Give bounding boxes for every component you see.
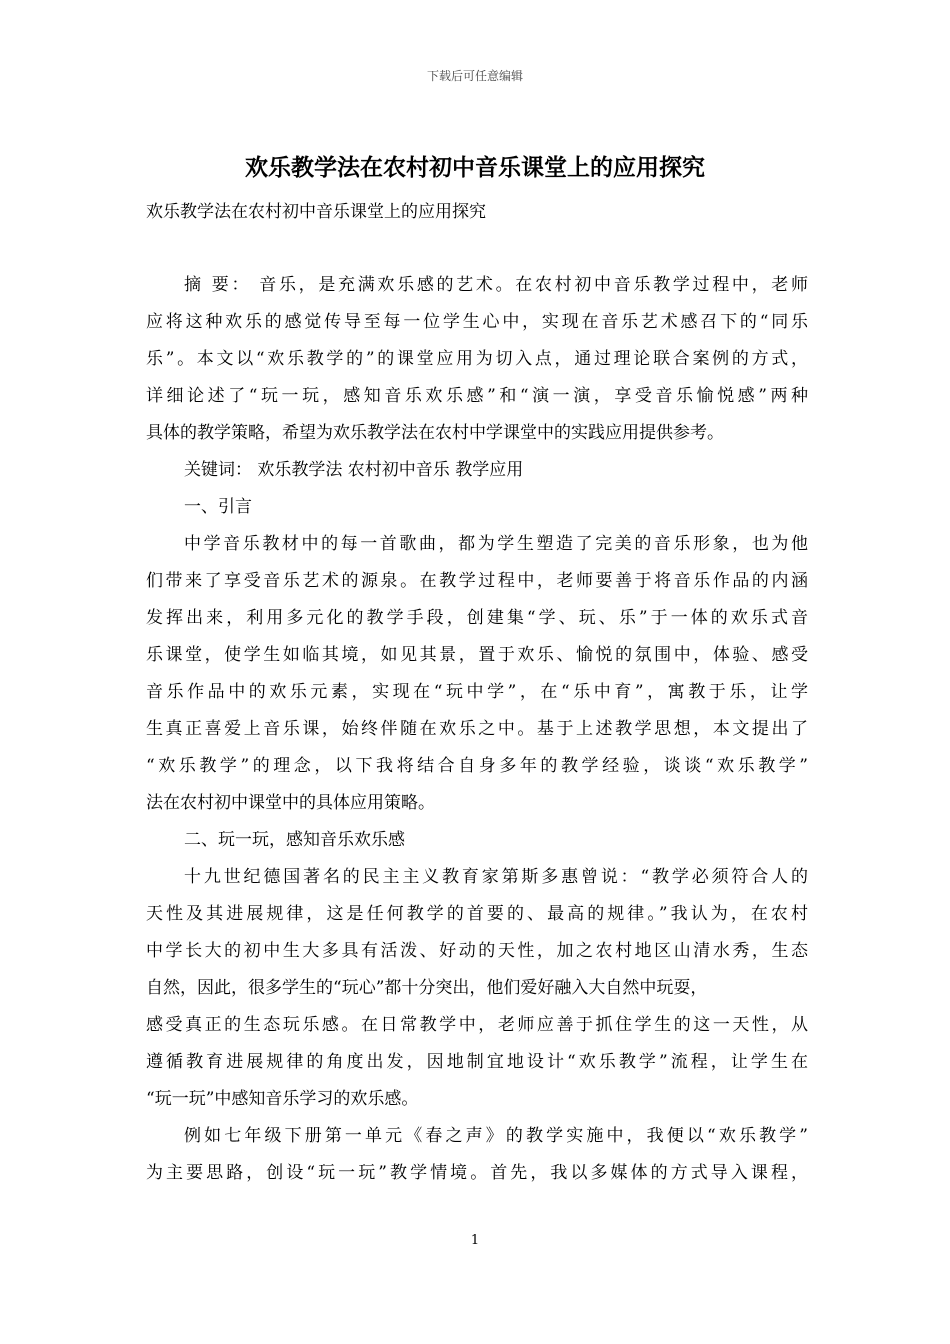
abstract-line: 摘 要： 音乐，是充满欢乐感的艺术。在农村初中音乐教学过程中，老师 xyxy=(184,275,808,295)
paragraph-line: “玩一玩”中感知音乐学习的欢乐感。 xyxy=(146,1089,419,1109)
abstract-line: 应将这种欢乐的感觉传导至每一位学生心中，实现在音乐艺术感召下的“同乐 xyxy=(146,312,808,332)
paragraph-line: 中学长大的初中生大多具有活泼、好动的天性，加之农村地区山清水秀，生态 xyxy=(146,941,808,961)
paragraph-line: 中学音乐教材中的每一首歌曲，都为学生塑造了完美的音乐形象，也为他 xyxy=(184,534,808,554)
abstract-line: 详细论述了“玩一玩，感知音乐欢乐感”和“演一演，享受音乐愉悦感”两种 xyxy=(146,386,808,406)
paragraph-line: 生真正喜爱上音乐课，始终伴随在欢乐之中。基于上述教学思想，本文提出了 xyxy=(146,719,808,739)
keywords-line: 关键词： 欢乐教学法 农村初中音乐 教学应用 xyxy=(184,460,524,480)
document-title: 欢乐教学法在农村初中音乐课堂上的应用探究 xyxy=(245,154,705,181)
body-text xyxy=(146,267,808,1192)
paragraph-line: 感受真正的生态玩乐感。在日常教学中，老师应善于抓住学生的这一天性，从 xyxy=(146,1015,808,1035)
paragraph-line: 例如七年级下册第一单元《春之声》的教学实施中，我便以“欢乐教学” xyxy=(184,1126,808,1146)
paragraph-line: 自然，因此，很多学生的“玩心”都十分突出，他们爱好融入大自然中玩耍， xyxy=(146,978,708,998)
paragraph-line: 乐课堂，使学生如临其境，如见其景，置于欢乐、愉悦的氛围中，体验、感受 xyxy=(146,645,808,665)
document-subtitle: 欢乐教学法在农村初中音乐课堂上的应用探究 xyxy=(146,202,486,222)
paragraph-line: 为主要思路，创设“玩一玩”教学情境。首先，我以多媒体的方式导入课程， xyxy=(146,1163,808,1183)
paragraph-line: 遵循教育进展规律的角度出发，因地制宜地设计“欢乐教学”流程，让学生在 xyxy=(146,1052,808,1072)
paragraph-line: 十九世纪德国著名的民主主义教育家第斯多惠曾说：“教学必须符合人的 xyxy=(184,867,808,887)
paragraph-line: “欢乐教学”的理念，以下我将结合自身多年的教学经验，谈谈“欢乐教学” xyxy=(146,756,808,776)
paragraph-line: 音乐作品中的欢乐元素，实现在“玩中学”，在“乐中育”，寓教于乐，让学 xyxy=(146,682,808,702)
paragraph-line: 法在农村初中课堂中的具体应用策略。 xyxy=(146,793,435,813)
page-number: 1 xyxy=(470,1233,480,1248)
abstract-line: 具体的教学策略，希望为欢乐教学法在农村中学课堂中的实践应用提供参考。 xyxy=(146,423,724,443)
header-note: 下载后可任意编辑 xyxy=(426,69,523,83)
section-heading-introduction: 一、引言 xyxy=(184,497,252,517)
paragraph-line: 天性及其进展规律，这是任何教学的首要的、最高的规律。”我认为，在农村 xyxy=(146,904,808,924)
paragraph-line: 发挥出来，利用多元化的教学手段，创建集“学、玩、乐”于一体的欢乐式音 xyxy=(146,608,808,628)
paragraph-line: 们带来了享受音乐艺术的源泉。在教学过程中，老师要善于将音乐作品的内涵 xyxy=(146,571,808,591)
abstract-line: 乐”。本文以“欢乐教学的”的课堂应用为切入点，通过理论联合案例的方式， xyxy=(146,349,808,369)
section-heading-play: 二、玩一玩，感知音乐欢乐感 xyxy=(184,830,405,850)
